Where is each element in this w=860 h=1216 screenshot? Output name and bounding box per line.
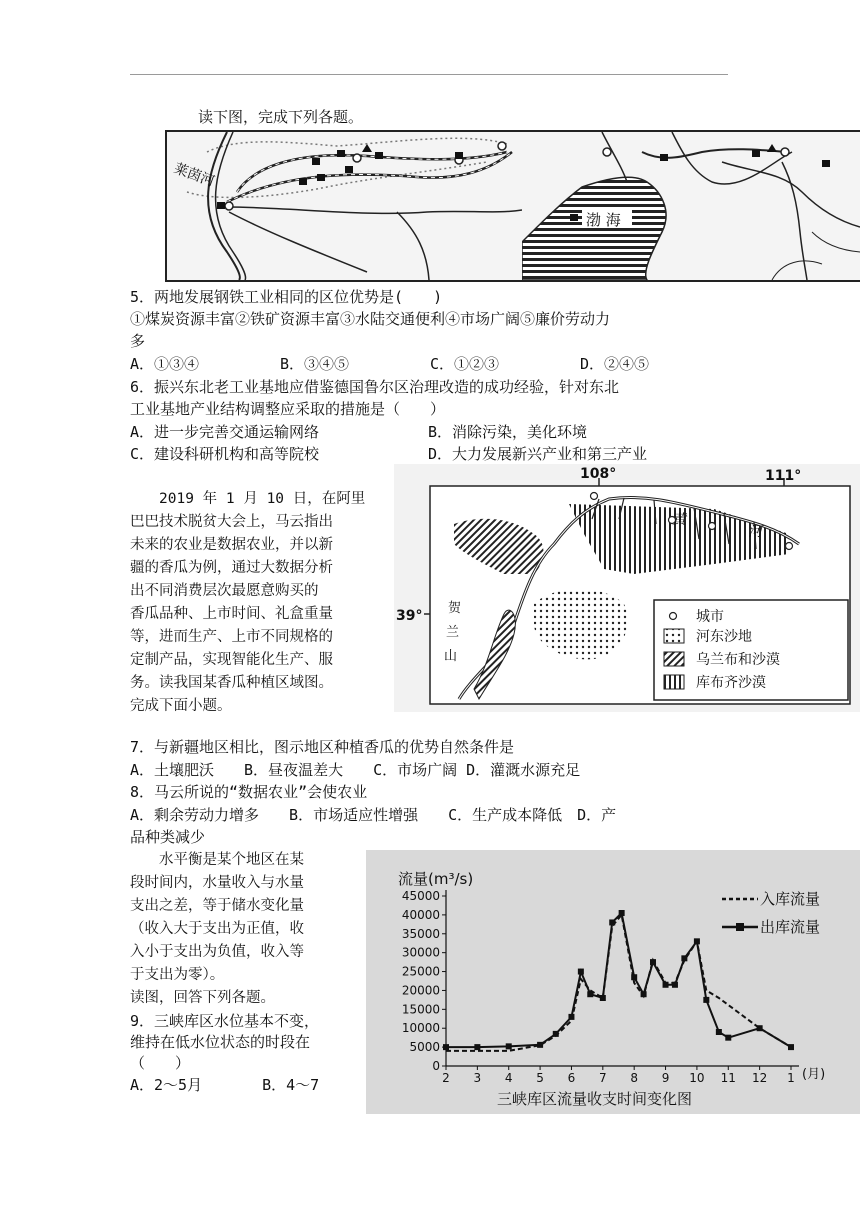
q9-stem <box>130 1011 365 1074</box>
series-outflow-point <box>788 1044 794 1050</box>
passage-melon-line: 出不同消费层次最愿意购买的 <box>130 583 319 599</box>
legend-label: 河东沙地 <box>696 629 752 645</box>
series-outflow-line <box>446 913 791 1047</box>
series-outflow-point <box>650 959 656 965</box>
map-melon-mountain-char: 兰 <box>446 625 460 640</box>
series-outflow-point <box>672 982 678 988</box>
series-outflow-point <box>716 1029 722 1035</box>
chart-y-tick-label: 10000 <box>401 1021 440 1036</box>
passage-melon-line: 香瓜品种、上市时间、礼盒重量 <box>130 606 333 622</box>
legend-hedong-swatch <box>664 629 684 643</box>
header-rule <box>130 74 728 75</box>
passage-melon-line: 疆的香瓜为例，通过大数据分析 <box>130 560 333 576</box>
q6-option-d[interactable]: D．大力发展新兴产业和第三产业 <box>428 445 648 463</box>
chart-xlabel: (月) <box>802 1067 826 1082</box>
q9-stem-line: 维持在低水位状态的时段在 <box>130 1033 311 1051</box>
passage-water-line: 段时间内，水量收入与水量 <box>130 875 304 891</box>
map-ruhr-svg <box>167 132 522 280</box>
q5-choices: ①煤炭资源丰富②铁矿资源丰富③水陆交通便利④市场广阔⑤廉价劳动力 <box>130 310 611 328</box>
flow-chart <box>366 850 860 1114</box>
q5-choices-cont: 多 <box>130 332 146 350</box>
q7-stem: 7．与新疆地区相比，图示地区种植香瓜的优势自然条件是 <box>130 738 515 756</box>
chart-x-tick-label: 4 <box>504 1071 513 1085</box>
q6-option-a[interactable]: A．进一步完善交通运输网络 <box>130 423 320 441</box>
chart-x-tick-label: 2 <box>442 1071 450 1085</box>
passage-melon-line: 未来的农业是数据农业，并以新 <box>130 537 333 553</box>
legend-city-icon <box>670 613 677 620</box>
map-melon-mountain-char: 山 <box>444 649 458 664</box>
series-outflow-point <box>587 991 593 997</box>
passage-water-balance <box>130 850 360 1011</box>
chart-x-tick-label: 5 <box>536 1071 544 1085</box>
passage-water-line: 支出之差，等于储水变化量 <box>130 898 304 914</box>
q8-options[interactable]: A．剩余劳动力增多 B．市场适应性增强 C．生产成本降低 D．产 <box>130 806 617 824</box>
series-outflow-point <box>641 991 647 997</box>
series-outflow-point <box>631 974 637 980</box>
chart-title: 三峡库区流量收支时间变化图 <box>497 1090 693 1108</box>
map-melon-lon-108: 108° <box>580 466 617 482</box>
chart-x-tick-label: 6 <box>567 1071 576 1085</box>
legend-outflow-marker <box>736 923 744 931</box>
legend-label: 城市 <box>696 609 724 625</box>
map-melon-lon-111: 111° <box>765 468 802 484</box>
series-outflow-point <box>619 910 625 916</box>
passage-water-line: 于支出为零）。 <box>130 967 225 983</box>
flow-chart-svg <box>366 850 860 1114</box>
legend-label: 库布齐沙漠 <box>696 675 766 691</box>
chart-x-tick-label: 10 <box>689 1071 705 1085</box>
series-inflow-line <box>446 915 791 1051</box>
passage-water-line: 水平衡是某个地区在某 <box>130 852 304 868</box>
map-ruhr <box>165 130 524 282</box>
chart-y-tick-label: 5000 <box>409 1040 440 1055</box>
series-outflow-point <box>553 1031 559 1037</box>
series-outflow-point <box>537 1042 543 1048</box>
chart-x-tick-label: 11 <box>720 1071 736 1085</box>
map-melon-mountain-char: 贺 <box>448 601 462 616</box>
series-outflow-point <box>474 1044 480 1050</box>
passage-water-line: 入小于支出为负值，收入等 <box>130 944 304 960</box>
chart-x-tick-label: 3 <box>473 1071 482 1085</box>
q5-option-c[interactable]: C．①②③ <box>430 355 500 373</box>
chart-y-tick-label: 30000 <box>401 945 440 960</box>
series-outflow-point <box>609 919 615 925</box>
series-outflow-point <box>681 955 687 961</box>
intro-text: 读下图，完成下列各题。 <box>198 108 364 126</box>
map-melon-lat-39: 39° <box>396 608 423 624</box>
chart-y-tick-label: 0 <box>432 1059 440 1073</box>
chart-ylabel: 流量(m³/s) <box>398 870 474 888</box>
map-bohai-svg <box>522 132 860 280</box>
chart-x-tick-label: 1 <box>787 1071 795 1085</box>
map-melon-svg <box>394 464 860 712</box>
legend-ulanbuh-swatch <box>664 652 684 666</box>
q6-option-c[interactable]: C．建设科研机构和高等院校 <box>130 445 320 463</box>
passage-melon-line: 等，进而生产、上市不同规格的 <box>130 629 333 645</box>
series-outflow-point <box>506 1043 512 1049</box>
series-outflow-point <box>725 1035 731 1041</box>
map-bohai-sea-label: 渤 海 <box>586 211 621 229</box>
series-outflow-point <box>703 997 709 1003</box>
legend-kubuqi-swatch <box>664 675 684 689</box>
chart-y-tick-label: 35000 <box>401 926 440 941</box>
series-outflow-point <box>757 1025 763 1031</box>
chart-y-tick-label: 40000 <box>401 907 440 922</box>
q5-option-d[interactable]: D．②④⑤ <box>580 355 650 373</box>
passage-melon <box>130 489 390 719</box>
passage-melon-line: 巴巴技术脱贫大会上，马云指出 <box>130 514 333 530</box>
legend-inflow-label: 入库流量 <box>760 890 821 908</box>
passage-melon-line: 2019 年 1 月 10 日，在阿里 <box>130 491 366 507</box>
q5-option-b[interactable]: B．③④⑤ <box>280 355 350 373</box>
passage-melon-line: 务。读我国某香瓜种植区域图。 <box>130 675 333 691</box>
chart-y-tick-label: 25000 <box>401 964 440 979</box>
chart-x-tick-label: 7 <box>598 1071 607 1085</box>
passage-water-line: 读图，回答下列各题。 <box>130 990 275 1006</box>
series-outflow-point <box>443 1044 449 1050</box>
chart-x-tick-label: 12 <box>751 1071 768 1085</box>
passage-melon-line: 完成下面小题。 <box>130 698 232 714</box>
series-outflow-point <box>663 982 669 988</box>
q6-stem: 6．振兴东北老工业基地应借鉴德国鲁尔区治理改造的成功经验，针对东北 <box>130 378 620 396</box>
map-ruhr-river-label: 莱茵河 <box>171 160 217 191</box>
q5-option-a[interactable]: A．①③④ <box>130 355 200 373</box>
q6-option-b[interactable]: B．消除污染，美化环境 <box>428 423 588 441</box>
chart-y-tick-label: 45000 <box>401 889 440 903</box>
series-outflow-point <box>578 969 584 975</box>
q9-stem-line: （ ） <box>130 1054 191 1072</box>
passage-water-line: （收入大于支出为正值，收 <box>130 921 304 937</box>
map-melon-river-char2: 河 <box>748 524 762 540</box>
q7-options[interactable]: A．土壤肥沃 B．昼夜温差大 C．市场广阔 D．灌溉水源充足 <box>130 761 581 779</box>
chart-x-tick-label: 8 <box>630 1071 639 1085</box>
chart-y-tick-label: 20000 <box>401 983 440 998</box>
map-melon-region <box>394 464 860 712</box>
q8-options-cont: 品种类减少 <box>130 828 206 846</box>
series-outflow-point <box>568 1014 574 1020</box>
legend-label: 乌兰布和沙漠 <box>696 652 780 668</box>
q9-stem-line: 9．三峡库区水位基本不变， <box>130 1012 320 1030</box>
q8-stem: 8．马云所说的“数据农业”会使农业 <box>130 783 368 801</box>
chart-y-tick-label: 15000 <box>401 1002 440 1017</box>
series-outflow-point <box>694 938 700 944</box>
legend-outflow-label: 出库流量 <box>760 918 821 936</box>
series-outflow-point <box>600 995 606 1001</box>
map-melon-river-char1: 黄 <box>672 512 686 528</box>
q9-options[interactable]: A．2～5月 B．4～7 <box>130 1076 320 1094</box>
q6-stem-cont: 工业基地产业结构调整应采取的措施是（ ） <box>130 400 446 418</box>
map-bohai <box>522 130 860 282</box>
chart-x-tick-label: 9 <box>661 1071 670 1085</box>
q5-stem: 5．两地发展钢铁工业相同的区位优势是( ) <box>130 288 443 306</box>
passage-melon-line: 定制产品，实现智能化生产、服 <box>130 652 333 668</box>
